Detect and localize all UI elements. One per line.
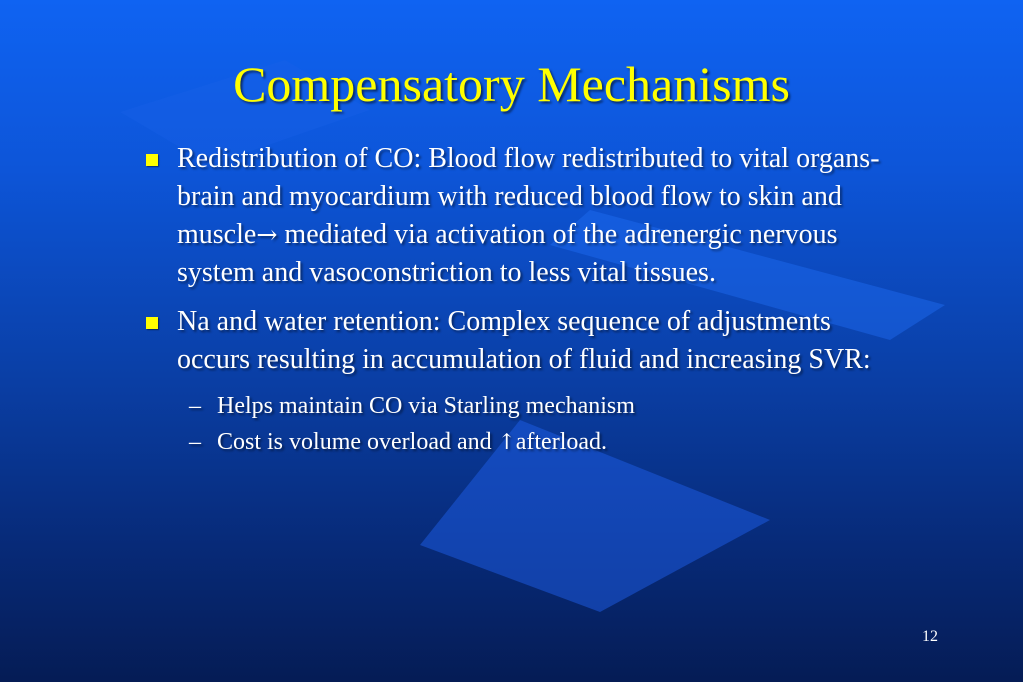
sub-bullet-text: Helps maintain CO via Starling mechanism [217, 393, 635, 419]
page-number: 12 [922, 628, 938, 645]
sub-bullet-dash: – [189, 393, 201, 419]
bullet-text: Redistribution of CO: Blood flow redistributed to vital organs- brain and myocardium with reduced blood flow to skin and muscle [177, 143, 880, 250]
sub-bullet-dash: – [189, 429, 201, 455]
sub-bullet-starling [143, 390, 903, 422]
sub-bullet-text: Cost is volume overload and [217, 429, 498, 455]
bullet-text-continued: mediated via activation of the adrenergic nervous system and vasoconstriction to less vital tissues. [177, 219, 838, 288]
bullet-item-redistribution [143, 140, 903, 292]
slide-title: Compensatory Mechanisms [233, 56, 790, 112]
up-arrow-icon: ↑ [497, 430, 516, 455]
bullet-text: Na and water retention: Complex sequence of adjustments occurs resulting in accumulation of fluid and increasing SVR: [177, 306, 871, 375]
slide-content [143, 140, 903, 459]
sub-bullet-text-continued: afterload. [515, 429, 608, 455]
bullet-square-icon [146, 154, 158, 166]
bullet-item-retention [143, 303, 903, 379]
bullet-square-icon [146, 317, 158, 329]
sub-bullet-cost [143, 426, 903, 459]
right-arrow-icon: → [256, 220, 278, 249]
